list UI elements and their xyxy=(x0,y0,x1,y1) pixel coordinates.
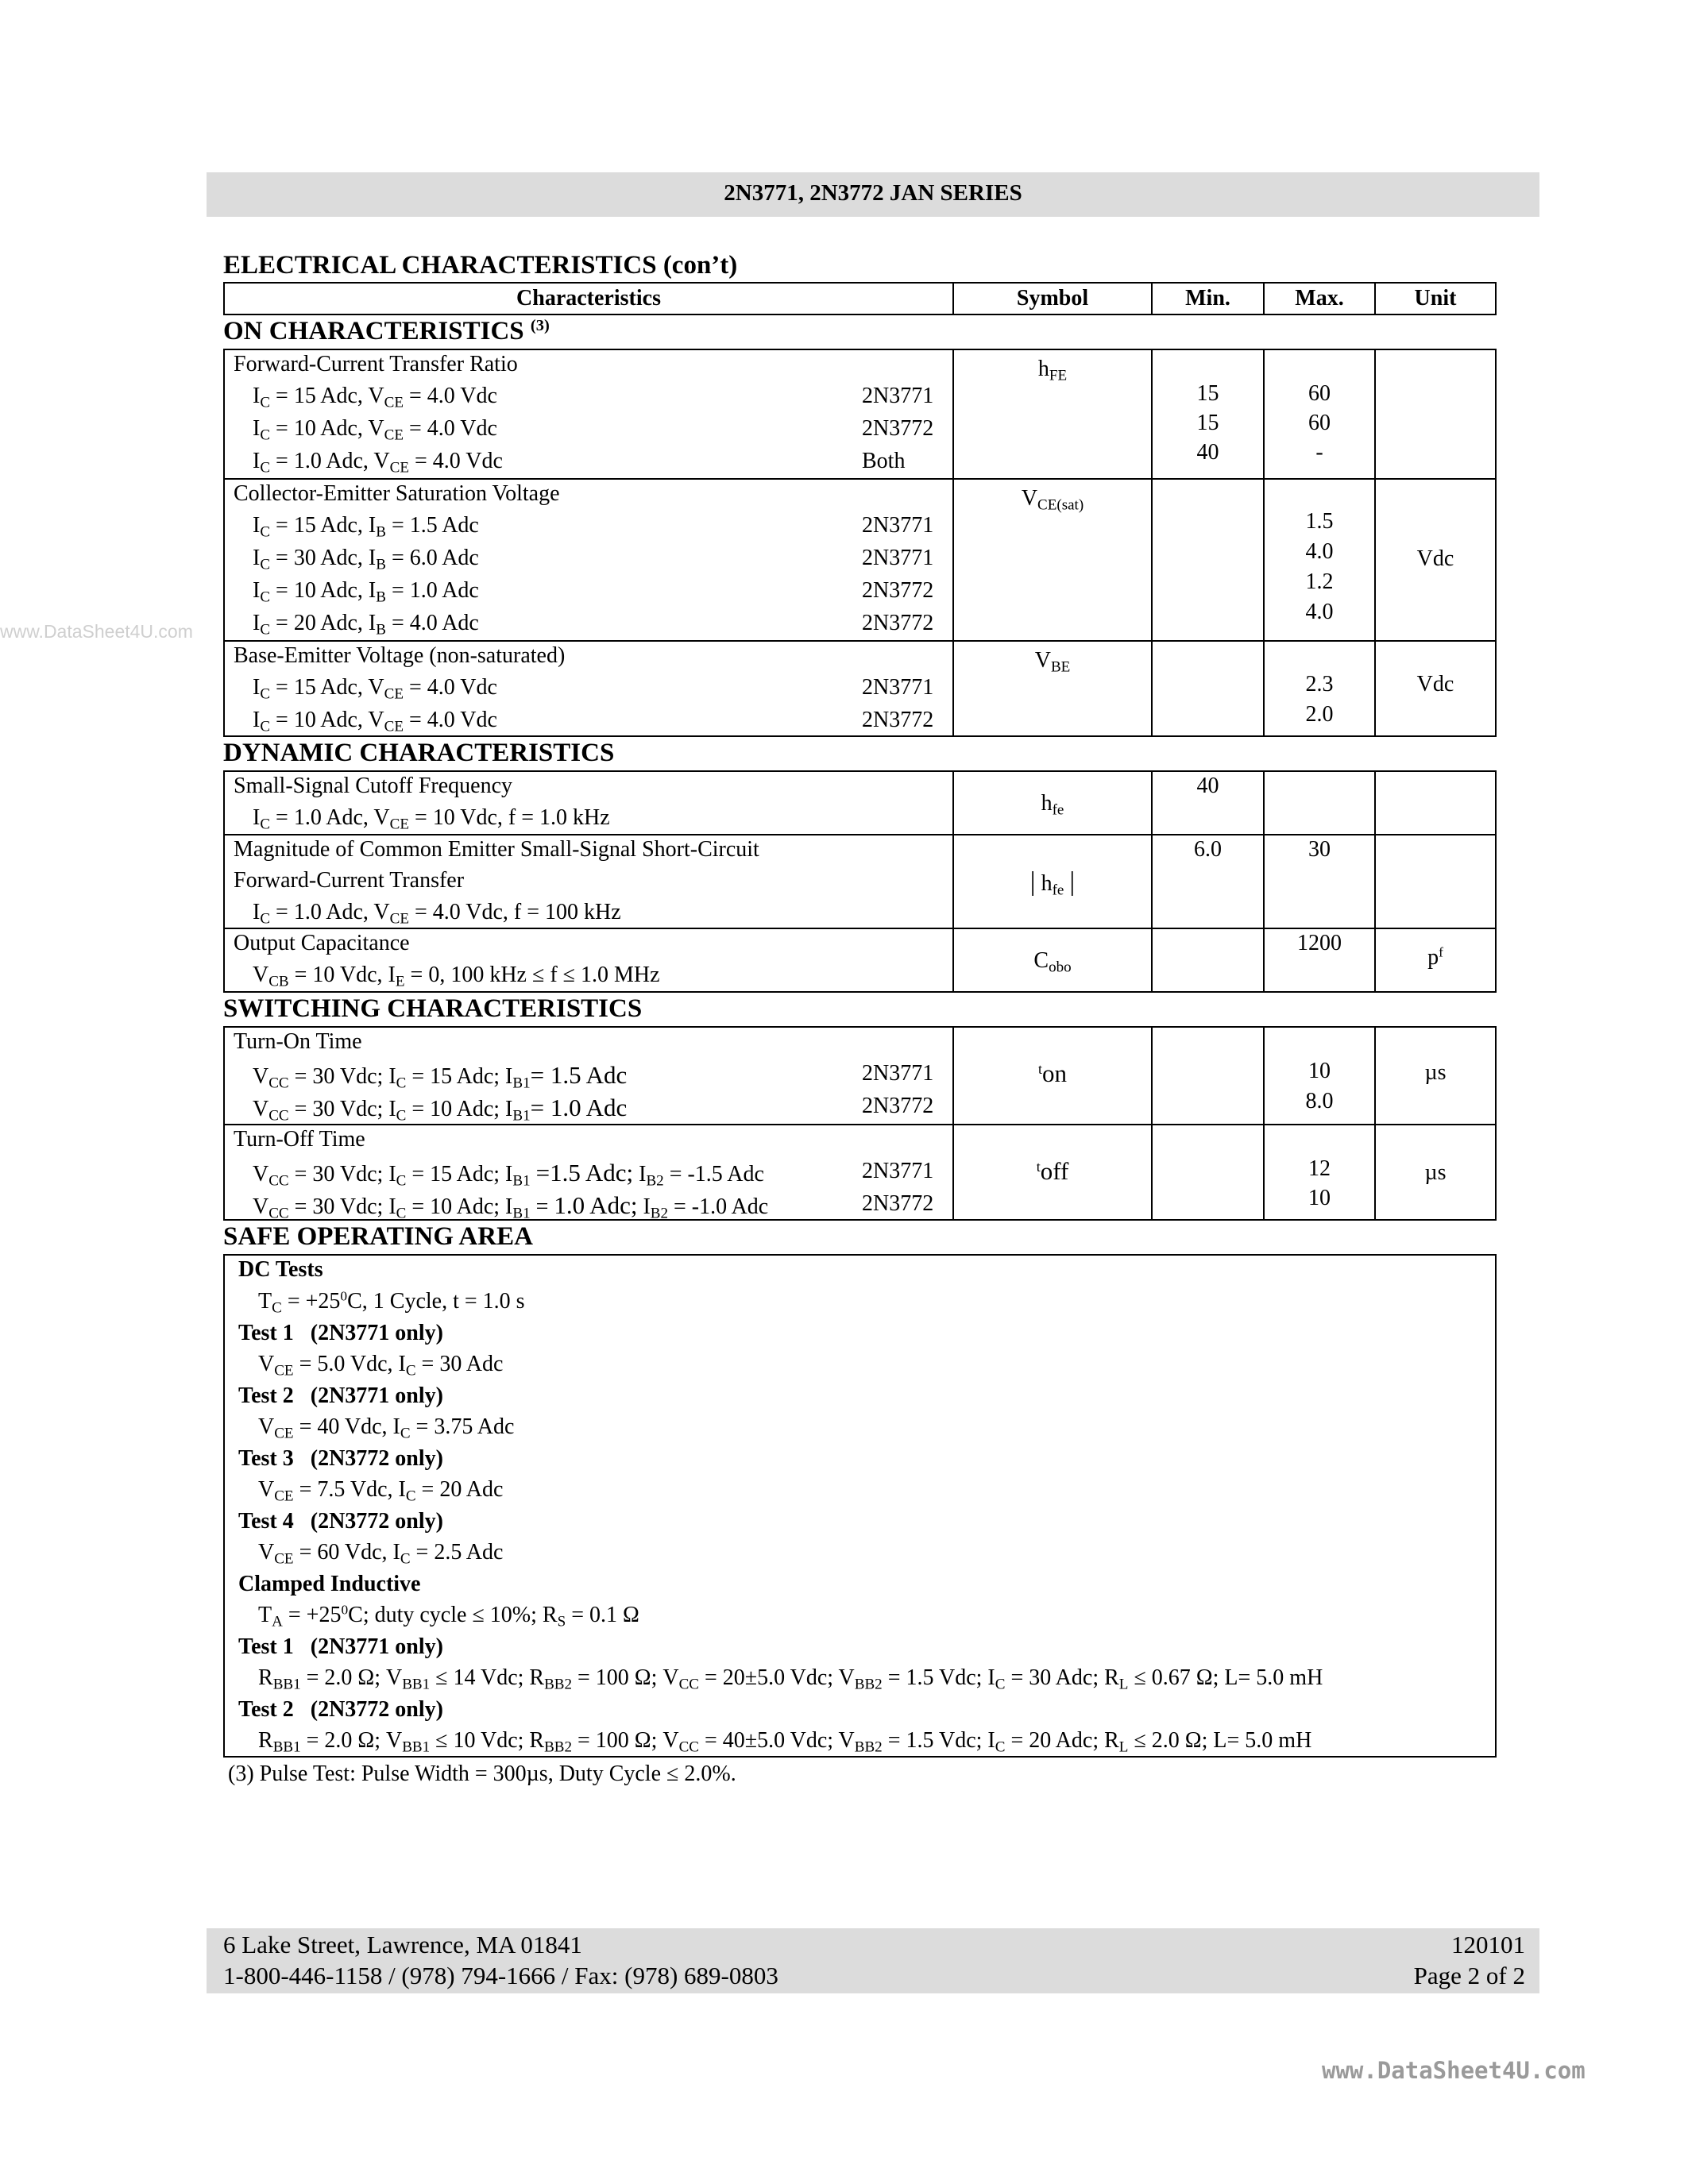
soa-ci-test1-cond: $R_{BB1} = 2.0$ Ω; $V_{BB1} \le 14$ Vdc; $R_{BB2} = 100$ Ω; $V_{CC} = 20\pm 5.0$ Vdc; $V_{BB2} = 1.5$ Vdc; $I_C = 30$ Adc; $R_L \le 0.67$ Ω; L= 5.0 mH xyxy=(258,1665,1323,1693)
toff-symbol: $^t$off xyxy=(1036,1157,1069,1185)
toff-device-2: 2N3772 xyxy=(862,1191,934,1216)
vbe-max-2: 2.0 xyxy=(1305,702,1334,727)
cobo-symbol: $C_{obo}$ xyxy=(1033,948,1072,976)
vcesat-max-1: 1.5 xyxy=(1305,509,1334,534)
vcesat-max-4: 4.0 xyxy=(1305,600,1334,624)
fcut-cond: $I_C = 1.0$ Adc, $V_{CE} = 10$ Vdc, f = 1.0 kHz xyxy=(253,805,610,833)
ton-unit: µs xyxy=(1424,1060,1447,1085)
on-characteristics-title: ON CHARACTERISTICS $^{(3)}$ xyxy=(223,316,550,345)
ton-cond-2: $V_{CC} = 30$ Vdc; $I_C = 10$ Adc; $I_{B1}= 1.0$ Adc xyxy=(253,1094,628,1125)
vcesat-cond-4: $I_C = 20$ Adc, $I_B = 4.0$ Adc xyxy=(253,611,479,639)
vbe-label: Base-Emitter Voltage (non-saturated) xyxy=(234,643,566,668)
toff-unit: µs xyxy=(1424,1160,1447,1185)
col-unit: Unit xyxy=(1414,286,1457,311)
dynamic-characteristics-title: DYNAMIC CHARACTERISTICS xyxy=(223,739,615,767)
soa-dc-title: DC Tests xyxy=(238,1257,323,1282)
vcesat-unit: Vdc xyxy=(1416,546,1454,571)
footer-address: 6 Lake Street, Lawrence, MA 01841 xyxy=(223,1931,582,1958)
hfe-min-1: 15 xyxy=(1196,381,1219,406)
col-symbol: Symbol xyxy=(1016,286,1089,311)
toff-device-1: 2N3771 xyxy=(862,1159,934,1183)
hfe-cond-3: $I_C = 1.0$ Adc, $V_{CE} = 4.0$ Vdc xyxy=(253,449,503,477)
ton-max-1: 10 xyxy=(1308,1059,1331,1083)
ton-max-2: 8.0 xyxy=(1305,1089,1334,1113)
hfe-min-2: 15 xyxy=(1196,411,1219,435)
hfe-max-1: 60 xyxy=(1308,381,1331,406)
hfe-label: Forward-Current Transfer Ratio xyxy=(234,352,518,376)
hfe-max-3: - xyxy=(1315,440,1323,465)
vcesat-device-1: 2N3771 xyxy=(862,513,934,538)
hfe-min-3: 40 xyxy=(1196,440,1219,465)
switching-characteristics-title: SWITCHING CHARACTERISTICS xyxy=(223,994,643,1023)
mag-max: 30 xyxy=(1308,837,1331,862)
col-min: Min. xyxy=(1185,286,1230,311)
vcesat-label: Collector-Emitter Saturation Voltage xyxy=(234,481,560,506)
hfe-device-2: 2N3772 xyxy=(862,416,934,441)
soa-test4-cond: $V_{CE} = 60$ Vdc, $I_C = 2.5$ Adc xyxy=(258,1540,504,1568)
footer-code: 120101 xyxy=(1451,1931,1525,1958)
soa-clamped-cond: $T_A = +25^0C$; duty cycle ≤ 10%; $R_S = 0.1$ Ω xyxy=(258,1602,639,1630)
page-title: ELECTRICAL CHARACTERISTICS (con’t) xyxy=(223,251,738,280)
col-characteristics: Characteristics xyxy=(516,286,661,311)
vcesat-max-3: 1.2 xyxy=(1305,569,1334,594)
footer-page-number: Page 2 of 2 xyxy=(1413,1962,1525,1989)
toff-cond-2: $V_{CC} = 30$ Vdc; $I_C = 10$ Adc; $I_{B1} = 1.0$ Adc; $I_{B2} = -1.0$ Adc xyxy=(253,1191,769,1222)
watermark-bottom[interactable]: www.DataSheet4U.com xyxy=(1322,2057,1586,2084)
cobo-max: 1200 xyxy=(1297,931,1342,955)
fcut-min: 40 xyxy=(1196,774,1219,798)
vcesat-device-4: 2N3772 xyxy=(862,611,934,635)
ton-cond-1: $V_{CC} = 30$ Vdc; $I_C = 15$ Adc; $I_{B1}= 1.5$ Adc xyxy=(253,1061,628,1092)
vcesat-cond-2: $I_C = 30$ Adc, $I_B = 6.0$ Adc xyxy=(253,546,479,573)
soa-ci-test1-title: Test 1 (2N3771 only) xyxy=(238,1634,443,1659)
vbe-device-1: 2N3771 xyxy=(862,675,934,700)
header-title: 2N3771, 2N3772 JAN SERIES xyxy=(724,180,1022,206)
hfe-max-2: 60 xyxy=(1308,411,1331,435)
vcesat-max-2: 4.0 xyxy=(1305,539,1334,564)
soa-test1-cond: $V_{CE} = 5.0$ Vdc, $I_C = 30$ Adc xyxy=(258,1352,504,1379)
soa-test1-title: Test 1 (2N3771 only) xyxy=(238,1321,443,1345)
vcesat-cond-1: $I_C = 15$ Adc, $I_B = 1.5$ Adc xyxy=(253,513,479,541)
cobo-label: Output Capacitance xyxy=(234,931,410,955)
fcut-label: Small-Signal Cutoff Frequency xyxy=(234,774,512,798)
soa-test4-title: Test 4 (2N3772 only) xyxy=(238,1509,443,1534)
ton-device-2: 2N3772 xyxy=(862,1094,934,1118)
hfe-cond-1: $I_C = 15$ Adc, $V_{CE} = 4.0$ Vdc xyxy=(253,384,497,411)
mag-min: 6.0 xyxy=(1194,837,1222,862)
toff-label: Turn-Off Time xyxy=(234,1127,365,1152)
mag-symbol: | $h_{fe}$ | xyxy=(1029,867,1076,899)
soa-test2-title: Test 2 (2N3771 only) xyxy=(238,1383,443,1408)
mag-cond: $I_C = 1.0$ Adc, $V_{CE} = 4.0$ Vdc, f = 100 kHz xyxy=(253,900,621,928)
vbe-device-2: 2N3772 xyxy=(862,708,934,732)
soa-dc-cond: $T_C = +25^0C$, 1 Cycle, t = 1.0 s xyxy=(258,1288,525,1317)
mag-label-2: Forward-Current Transfer xyxy=(234,868,465,893)
cobo-unit: $p^f$ xyxy=(1427,944,1443,970)
safe-operating-area-title: SAFE OPERATING AREA xyxy=(223,1222,533,1251)
toff-max-1: 12 xyxy=(1308,1156,1331,1181)
vcesat-symbol: $V_{CE(sat)}$ xyxy=(1021,486,1084,514)
hfe-symbol: $h_{FE}$ xyxy=(1037,357,1068,384)
watermark-left[interactable]: www.DataSheet4U.com xyxy=(0,621,193,642)
toff-cond-1: $V_{CC} = 30$ Vdc; $I_C = 15$ Adc; $I_{B1} =1.5$ Adc; $I_{B2} = -1.5$ Adc xyxy=(253,1159,764,1190)
ton-symbol: $^t$on xyxy=(1037,1059,1067,1087)
vbe-symbol: $V_{BE}$ xyxy=(1034,648,1071,676)
soa-clamped-title: Clamped Inductive xyxy=(238,1572,421,1596)
soa-ci-test2-cond: $R_{BB1} = 2.0$ Ω; $V_{BB1} \le 10$ Vdc; $R_{BB2} = 100$ Ω; $V_{CC} = 40\pm 5.0$ Vdc; $V_{BB2} = 1.5$ Vdc; $I_C = 20$ Adc; $R_L \le 2.0$ Ω; L= 5.0 mH xyxy=(258,1728,1312,1756)
vcesat-device-3: 2N3772 xyxy=(862,578,934,603)
ton-label: Turn-On Time xyxy=(234,1029,362,1054)
vcesat-device-2: 2N3771 xyxy=(862,546,934,570)
fcut-symbol: $h_{fe}$ xyxy=(1041,791,1064,819)
vcesat-cond-3: $I_C = 10$ Adc, $I_B = 1.0$ Adc xyxy=(253,578,479,606)
hfe-cond-2: $I_C = 10$ Adc, $V_{CE} = 4.0$ Vdc xyxy=(253,416,497,444)
toff-max-2: 10 xyxy=(1308,1186,1331,1210)
soa-test3-title: Test 3 (2N3772 only) xyxy=(238,1446,443,1471)
col-max: Max. xyxy=(1295,286,1344,311)
hfe-device-1: 2N3771 xyxy=(862,384,934,408)
vbe-cond-1: $I_C = 15$ Adc, $V_{CE} = 4.0$ Vdc xyxy=(253,675,497,703)
footnote: (3) Pulse Test: Pulse Width = 300µs, Duty Cycle ≤ 2.0%. xyxy=(228,1761,736,1786)
mag-label-1: Magnitude of Common Emitter Small-Signal Short-Circuit xyxy=(234,837,759,862)
hfe-device-3: Both xyxy=(862,449,906,473)
ton-device-1: 2N3771 xyxy=(862,1061,934,1086)
soa-test2-cond: $V_{CE} = 40$ Vdc, $I_C = 3.75$ Adc xyxy=(258,1414,515,1442)
vbe-max-1: 2.3 xyxy=(1305,672,1334,696)
cobo-cond: $V_{CB} = 10$ Vdc, $I_E = 0$, 100 kHz ≤ f ≤ 1.0 MHz xyxy=(253,963,660,990)
vbe-unit: Vdc xyxy=(1416,672,1454,696)
soa-ci-test2-title: Test 2 (2N3772 only) xyxy=(238,1697,443,1722)
soa-test3-cond: $V_{CE} = 7.5$ Vdc, $I_C = 20$ Adc xyxy=(258,1477,504,1505)
footer-phone: 1-800-446-1158 / (978) 794-1666 / Fax: (978) 689-0803 xyxy=(223,1962,778,1989)
vbe-cond-2: $I_C = 10$ Adc, $V_{CE} = 4.0$ Vdc xyxy=(253,708,497,735)
